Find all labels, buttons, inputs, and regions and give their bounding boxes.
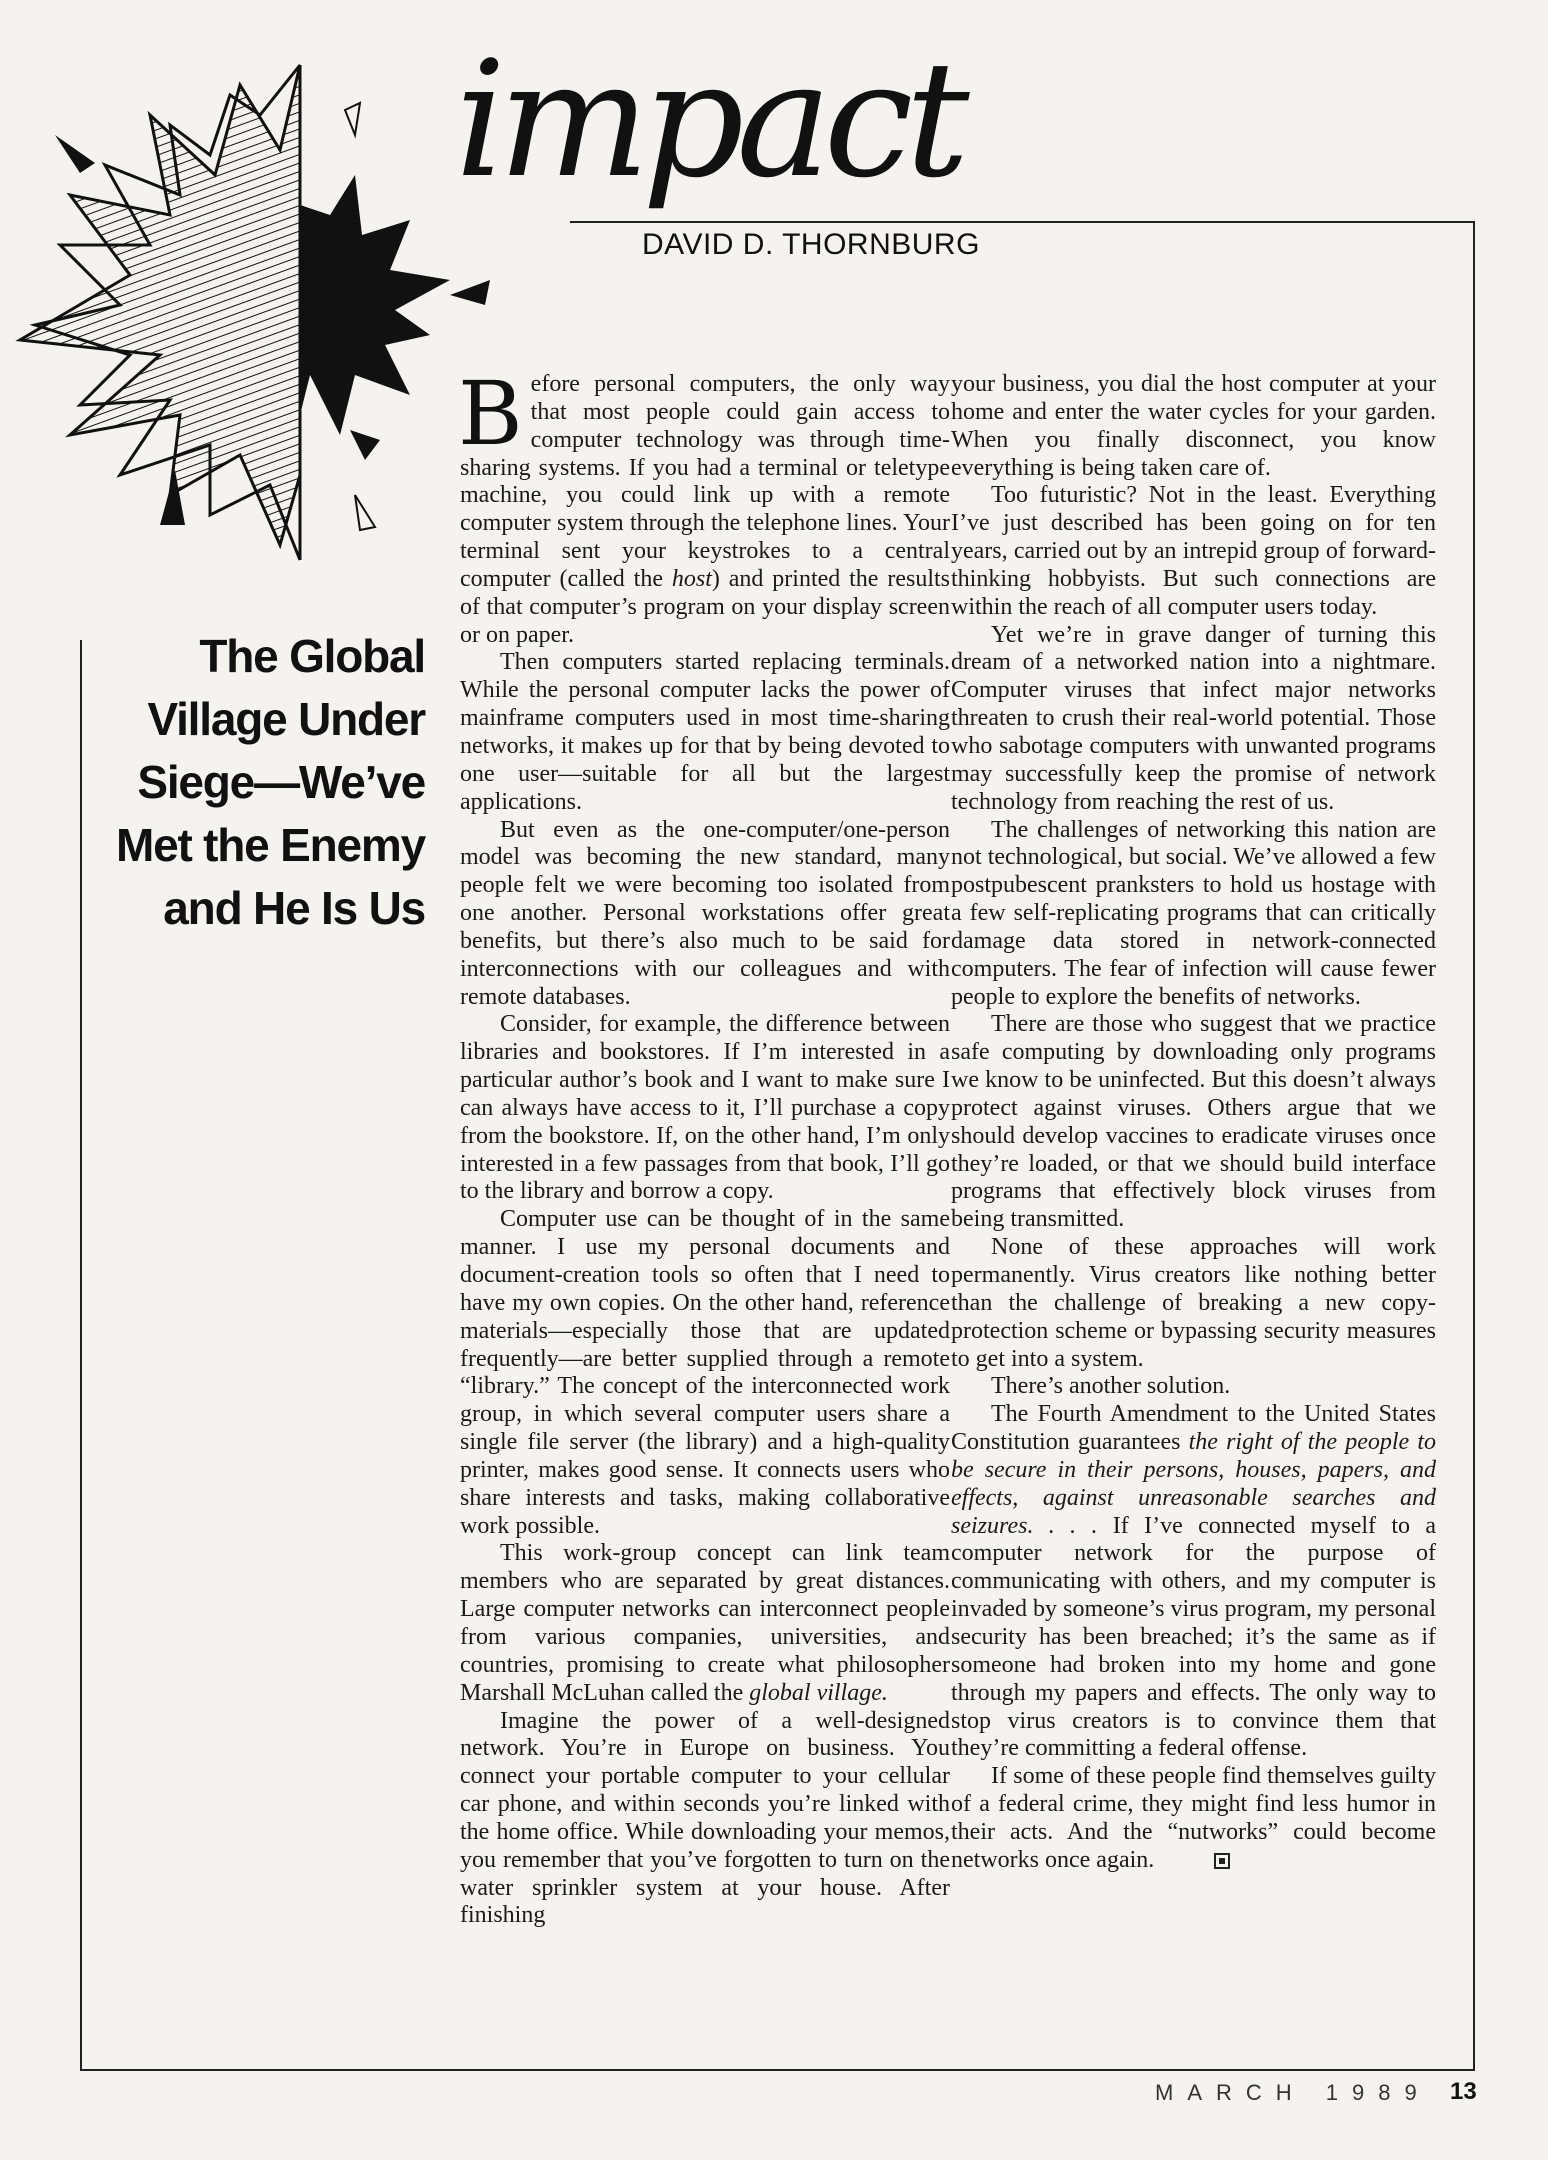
end-of-article-icon [1214,1853,1230,1869]
explosion-burst-illustration [10,55,530,575]
paragraph: The challenges of networking this nation are not technological, but social. We’ve allowed a few postpubescent pranksters to hold us hostage with a few self-replicating programs that can critically damage data stored in network-connected computers. The fear of infection will cause fewer people to explore the benefits of networks. [951,816,1436,1010]
paragraph [951,1763,1436,1874]
emphasis-text: host [671,565,712,592]
author-byline: DAVID D. THORNBURG [642,228,980,261]
frame-rule-left [80,640,82,2071]
paragraph-text: If I’ve connected myself to a computer network for the purpose of communicating with others, and my computer is invaded by someone’s virus program, my personal security has been breached; it’s the same as if someone had broken into my home and gone through my papers and effects. The only way to stop virus creators is to convince them that they’re committing a federal offense. [951,1512,1436,1762]
paragraph-text: efore personal computers, the only way that most people could gain access to computer technology was through time-sharing systems. If you had a terminal or teletype machine, you could link up with a remote computer system through the telephone lines. Your terminal sent your keystrokes to a central computer (called the [460,371,950,592]
emphasis-text: the right of the people to be secure in their persons, houses, papers, and effects, against unreasonable searches and seizures. . . . [951,1429,1437,1539]
article-column-2 [951,371,1436,1875]
paragraph-text: This work-group concept can link team members who are separated by great distances. Large computer networks can interconnect people from various companies, universities, and countries, promising to create what philosopher Marshall McLuhan called the [460,1540,950,1706]
emphasis-text: global village. [749,1679,888,1706]
article-column-1 [458,362,950,1930]
paragraph: But even as the one-computer/one-person model was becoming the new standard, many people felt we were becoming too isolated from one another. Personal workstations offer great benefits, but there’s also much to be said for interconnections with our colleagues and with remote databases. [460,816,950,1010]
paragraph-text: If some of these people find themselves guilty of a federal crime, they might find less humor in their acts. And the “nutworks” could become networks once again. [951,1763,1436,1873]
debris-shape [450,280,490,305]
headline-line: Met the Enemy [115,819,425,871]
paragraph [460,1540,950,1707]
paragraph: your business, you dial the host computer at your home and enter the water cycles for your garden. When you finally disconnect, you know everything is being taken care of. [951,371,1436,481]
page-number: 13 [1450,2078,1477,2105]
paragraph-text: The Fourth Amendment to the United States Constitution guarantees [951,1401,1436,1456]
column-title: impact [455,26,962,213]
paragraph: None of these approaches will work permanently. Virus creators like nothing better than the challenge of breaking a new copy-protection scheme or bypassing security measures to get into a system. [951,1234,1436,1372]
debris-shape [55,135,95,173]
paragraph [951,1401,1436,1763]
paragraph: Imagine the power of a well-designed network. You’re in Europe on business. You connect your portable computer to your cellular car phone, and within seconds you’re linked with the home office. While downloading your memos, you remember that you’ve forgotten to turn on the water sprinkler system at your house. After finishing [460,1707,950,1929]
paragraph: There are those who suggest that we practice safe computing by downloading only programs we know to be uninfected. But this doesn’t always protect against viruses. Others argue that we should develop vaccines to eradicate viruses once they’re loaded, or that we should build interface programs that effectively block viruses from being transmitted. [951,1011,1436,1233]
paragraph: Computer use can be thought of in the same manner. I use my personal documents and document-creation tools so often that I need to have my own copies. On the other hand, reference materials—especially those that are updated frequently—are better supplied through a remote “library.” The concept of the interconnected work group, in which several computer users share a single file server (the library) and a high-quality printer, makes good sense. It connects users who share interests and tasks, making collaborative work possible. [460,1206,950,1539]
issue-date: MARCH 1989 [1155,2080,1431,2105]
burst-right-half [300,175,450,435]
paragraph: There’s another solution. [991,1373,1231,1400]
frame-rule-right [1473,221,1475,2071]
headline-line: The Global [199,630,425,682]
drop-cap: B [458,362,523,465]
debris-shape [355,495,375,530]
headline-line: Siege—We’ve [137,756,425,808]
frame-rule-bottom [80,2069,1475,2071]
paragraph: Then computers started replacing terminals. While the personal computer lacks the power of mainframe computers used in most time-sharing networks, it makes up for that by being devoted to one user—suitable for all but the largest applications. [460,649,950,815]
headline-line: Village Under [147,693,425,745]
paragraph-text: ) and printed the results of that computer’s program on your display screen or on paper. [460,565,950,648]
debris-shape [345,103,360,135]
article-headline [85,625,425,940]
frame-rule-top [570,221,1475,223]
paragraph: Consider, for example, the difference between libraries and bookstores. If I’m interested in a particular author’s book and I want to make sure I can always have access to it, I’ll purchase a copy from the bookstore. If, on the other hand, I’m only interested in a few passages from that book, I’ll go to the library and borrow a copy. [460,1011,950,1205]
paragraph: Yet we’re in grave danger of turning this dream of a networked nation into a nightmare. Computer viruses that infect major networks threaten to crush their real-world potential. Those who sabotage computers with unwanted programs may successfully keep the promise of network technology from reaching the rest of us. [951,621,1436,815]
paragraph [458,362,950,649]
headline-line: and He Is Us [163,882,425,934]
debris-shape [350,430,380,460]
paragraph: Too futuristic? Not in the least. Everything I’ve just described has been going on for ten years, carried out by an intrepid group of forward-thinking hobbyists. But such connections are within the reach of all computer users today. [951,482,1436,620]
burst-left-half [20,65,300,545]
